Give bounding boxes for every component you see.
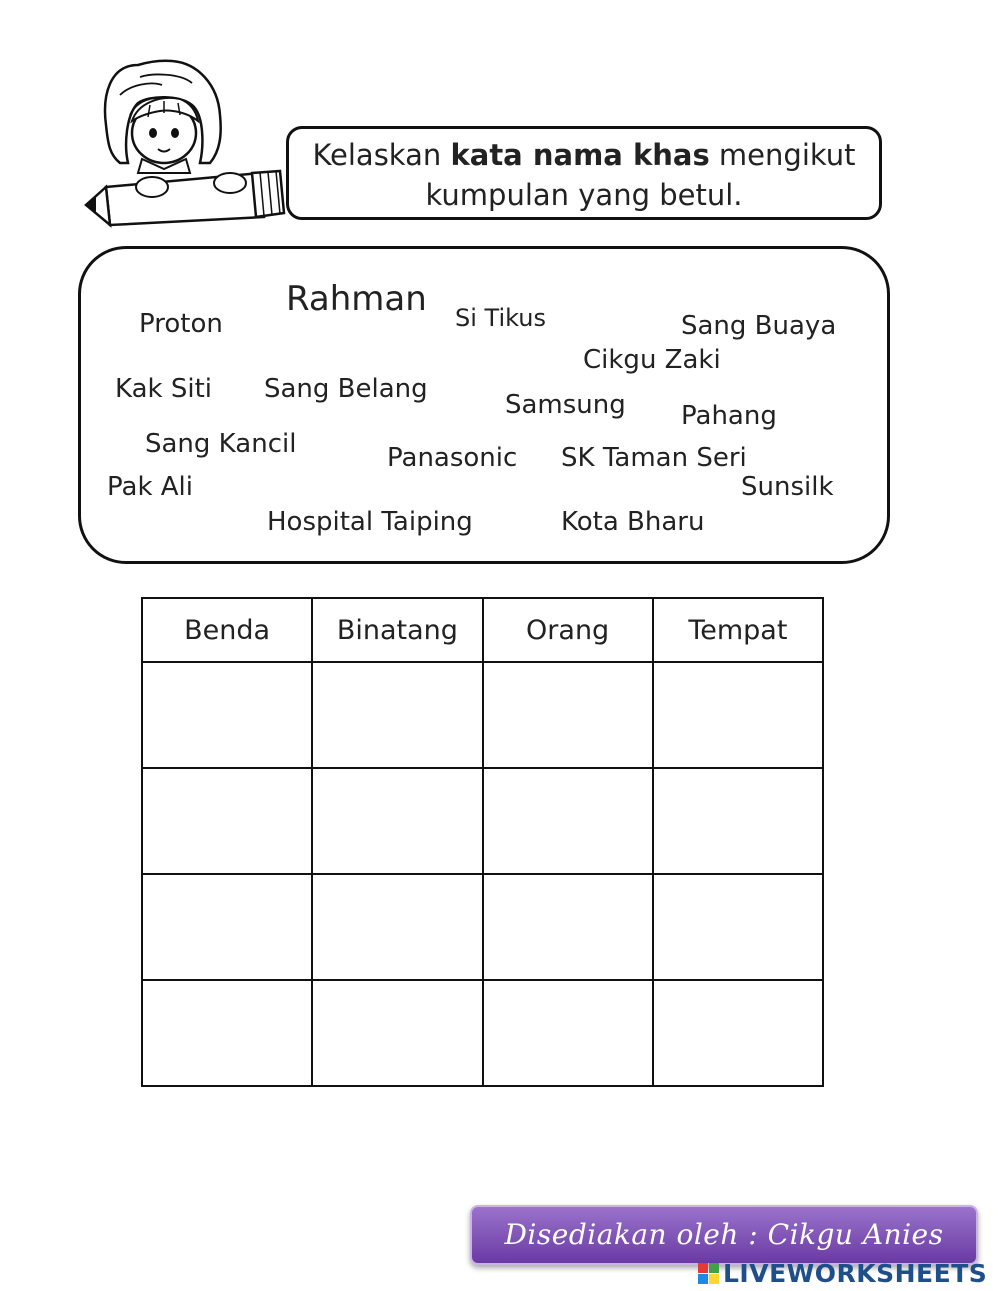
table-row [142,980,823,1086]
drop-cell[interactable] [483,768,653,874]
word-card[interactable]: Pak Ali [107,472,193,502]
word-card[interactable]: Sang Belang [264,374,428,404]
word-card[interactable]: Sang Kancil [145,429,297,459]
word-card[interactable]: Rahman [286,279,427,319]
table-header-row [142,598,823,662]
drop-cell[interactable] [653,980,823,1086]
liveworksheets-blocks-icon [698,1263,719,1284]
word-card[interactable]: Samsung [505,390,626,420]
drop-cell[interactable] [312,768,482,874]
column-header-tempat: Tempat [653,598,823,662]
table-row [142,874,823,980]
word-card[interactable]: Pahang [681,401,777,431]
drop-cell[interactable] [653,768,823,874]
drop-cell[interactable] [142,768,312,874]
drop-cell[interactable] [483,874,653,980]
word-card[interactable]: Sunsilk [741,472,834,502]
word-card[interactable]: Hospital Taiping [267,507,473,537]
word-card[interactable]: SK Taman Seri [561,443,747,473]
drop-cell[interactable] [142,980,312,1086]
instruction-text-end: mengikut kumpulan yang betul. [425,138,856,212]
credit-banner [470,1205,978,1265]
drop-cell[interactable] [312,980,482,1086]
drop-cell[interactable] [312,662,482,768]
drop-cell[interactable] [142,874,312,980]
column-header-benda: Benda [142,598,312,662]
instruction-text-start: Kelaskan [312,138,451,172]
instruction-box [286,126,882,220]
drop-cell[interactable] [142,662,312,768]
classification-table [141,597,824,1087]
drop-cell[interactable] [483,980,653,1086]
girl-with-pencil-illustration [80,55,300,235]
word-bank [78,246,890,564]
word-card[interactable]: Kak Siti [115,374,212,404]
word-card[interactable]: Kota Bharu [561,507,705,537]
word-card[interactable]: Panasonic [387,443,518,473]
credit-text: Disediakan oleh : Cikgu Anies [504,1218,944,1251]
drop-cell[interactable] [483,662,653,768]
column-header-binatang: Binatang [312,598,482,662]
word-card[interactable]: Cikgu Zaki [583,345,721,375]
liveworksheets-brand-text: LIVEWORKSHEETS [723,1258,988,1288]
drop-cell[interactable] [653,874,823,980]
column-header-orang: Orang [483,598,653,662]
word-card[interactable]: Sang Buaya [681,311,837,341]
drop-cell[interactable] [653,662,823,768]
liveworksheets-logo[interactable] [698,1258,987,1288]
instruction-text-bold: kata nama khas [450,138,710,172]
drop-cell[interactable] [312,874,482,980]
word-card[interactable]: Proton [139,309,223,339]
word-card[interactable]: Si Tikus [455,304,546,332]
table-row [142,768,823,874]
table-row [142,662,823,768]
